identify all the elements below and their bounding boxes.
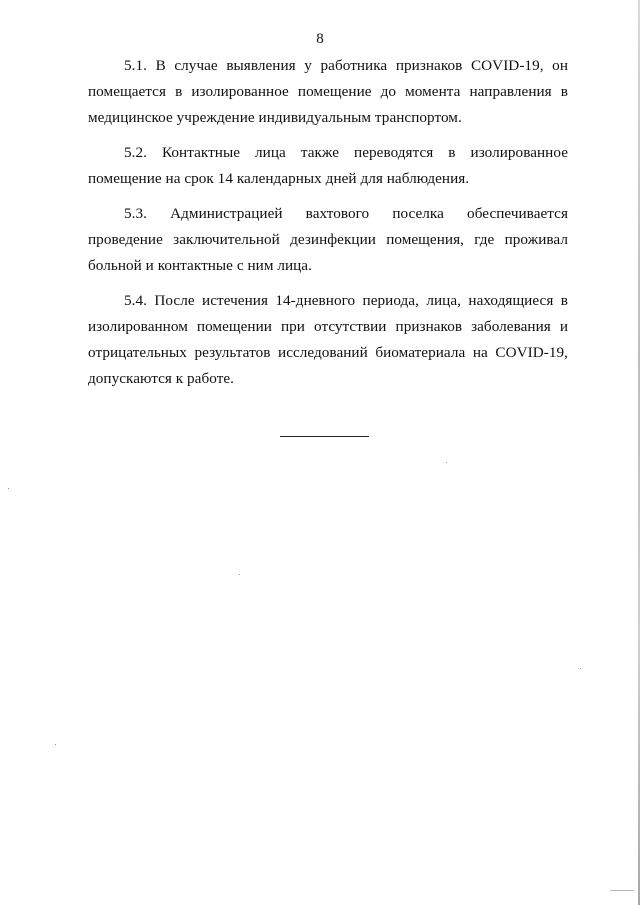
scan-speck xyxy=(580,668,581,669)
paragraph-5-1: 5.1. В случае выявления у работника признаков COVID-19, он помещается в изолированное помещение до момента направления в медицинское учреждение индивидуальным транспортом. xyxy=(88,57,568,126)
end-of-document-rule xyxy=(280,436,369,437)
scan-speck xyxy=(55,744,56,745)
page-number: 8 xyxy=(316,31,324,47)
paragraph-5-3: 5.3. Администрацией вахтового поселка обеспечивается проведение заключительной дезинфекции помещения, где проживал больной и контактные с ним лица. xyxy=(88,205,568,274)
scan-corner-mark xyxy=(610,890,634,891)
scan-speck xyxy=(446,462,447,463)
scan-speck xyxy=(8,488,9,489)
document-body xyxy=(88,53,568,401)
paragraph-5-4: 5.4. После истечения 14-дневного периода, лица, находящиеся в изолированном помещении при отсутствии признаков заболевания и отрицательных результатов исследований биоматериала на COVID-19, допускаются к работе. xyxy=(88,292,568,387)
scan-speck xyxy=(239,574,240,575)
paragraph-5-2: 5.2. Контактные лица также переводятся в изолированное помещение на срок 14 календарных дней для наблюдения. xyxy=(88,144,568,187)
